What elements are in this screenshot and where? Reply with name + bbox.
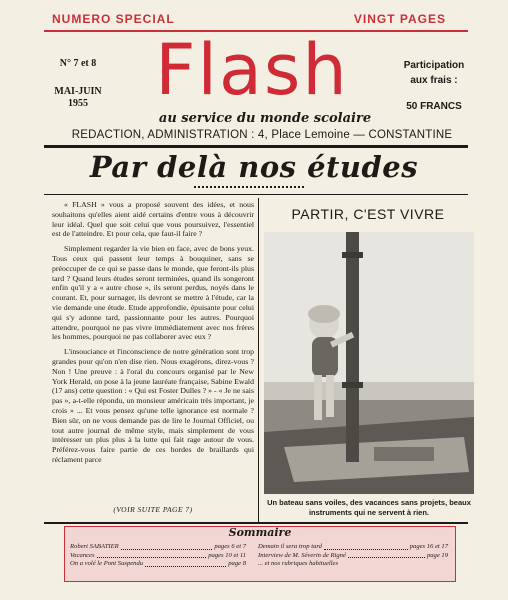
toc-column-right bbox=[258, 543, 448, 569]
column-divider bbox=[258, 198, 259, 522]
toc-leader bbox=[348, 552, 425, 559]
lead-article bbox=[52, 200, 254, 470]
feature-title: PARTIR, C'EST VIVRE bbox=[291, 206, 445, 222]
toc-leader bbox=[97, 552, 207, 559]
toc-entry-title: ... et nos rubriques habituelles bbox=[258, 560, 339, 568]
toc-entry-pages: pages 6 et 7 bbox=[214, 543, 246, 550]
toc-leader bbox=[145, 560, 226, 567]
headline-ornament bbox=[194, 186, 304, 188]
issue-number: N° 7 et 8 bbox=[59, 58, 97, 69]
toc-entry bbox=[258, 560, 448, 569]
bottom-rule bbox=[44, 522, 468, 524]
toc-entry-title: Robert SABATIER bbox=[70, 543, 119, 550]
article-paragraph: L'insouciance et l'inconscience de notre génération sont trop grandes pour qu'on n'en dise rien. Nous exagérons, direz-vous ? Non ! Une preuve : à l'oral du concours organisé par le New York Herald, on pose à la jeune lauréate française, Sabine Ewald (17 ans) cette question : « Qui est Foster Dulles ? » - « Je ne sais pas », a-t-elle répondu, un monsieur américain très important, je crois » ... Et vous pensez qu'une telle ignorance est normale ? Bien sûr, on ne vous demande pas de lire le Journal Officiel, ou tout autre journal de même style, mais simplement de vous intéresser un plus plus à la lutte qui fait rage autour de vous. Préférez-vous faire partie de ces hordes de braillards qui réclament parce bbox=[52, 347, 254, 464]
feature-photo bbox=[264, 232, 474, 494]
photo-caption: Un bateau sans voiles, des vacances sans projets, beaux instruments qui ne servent à rien. bbox=[267, 498, 471, 517]
price-value: 50 FRANCS bbox=[406, 101, 462, 112]
toc-entry-title: On a volé le Pont Suspendu bbox=[70, 560, 144, 568]
toc-entry-pages: page 8 bbox=[228, 560, 246, 568]
special-issue-label: NUMERO SPECIAL bbox=[52, 12, 175, 26]
toc-entry bbox=[258, 543, 448, 552]
toc-leader bbox=[324, 543, 408, 550]
toc-entry bbox=[70, 543, 246, 552]
page-count-label: VINGT PAGES bbox=[353, 12, 446, 26]
issue-info bbox=[48, 58, 108, 110]
toc-entry-pages: page 19 bbox=[426, 551, 448, 559]
child-on-boat-image bbox=[264, 232, 474, 494]
article-paragraph: Simplement regarder la vie bien en face, avec de bons yeux. Tous ceux qui passent leur temps à bouquiner, sans se préoccuper de ce qui se passe dans le monde, que feront-ils plus tard ? Quand leurs études seront terminées, quand ils songeront enfin qu'il y a « autre chose », ils seront perdus, noyés dans le courant. Et, pour surnager, ils devront se mettre à l'étude, car la vie demande une étude. Etude approfondie, épuisante pour celui qui s'y adonne tard, passionnante pour les autres. Pourquoi attendre, pourquoi ne pas vivre immédiatement avec nos frères les hommes, pourquoi ne pas collaborer avec eux ? bbox=[52, 244, 254, 342]
toc-entry-pages: pages 10 et 11 bbox=[208, 551, 246, 559]
table-of-contents-title: Sommaire bbox=[228, 526, 292, 539]
article-paragraph: « FLASH » vous a proposé souvent des idées, et nous souhaitons qu'elles aient aidé certains d'entre vous à découvrir leur idéal. Quel que soit celui que vous poursuivez, l'essentiel est de l'atteindre. Et pour cela, que faut-il faire ? bbox=[52, 200, 254, 239]
price-info bbox=[394, 58, 474, 114]
issue-year: 1955 bbox=[68, 98, 88, 109]
toc-entry bbox=[70, 560, 246, 569]
masthead-title: Flash bbox=[155, 29, 349, 111]
headline: Par delà nos études bbox=[89, 150, 419, 184]
toc-entry-pages: pages 16 et 17 bbox=[409, 543, 448, 550]
issue-date: MAI-JUIN bbox=[54, 86, 102, 97]
headline-rule bbox=[44, 194, 468, 195]
price-label-line2: aux frais : bbox=[410, 75, 458, 86]
toc-entry-title: Vacances bbox=[70, 551, 95, 559]
price-label-line1: Participation bbox=[403, 60, 465, 71]
masthead-address: REDACTION, ADMINISTRATION : 4, Place Lemoine — CONSTANTINE bbox=[71, 129, 453, 141]
toc-column-left bbox=[70, 543, 246, 569]
masthead-rule bbox=[44, 145, 468, 148]
toc-entry bbox=[70, 552, 246, 561]
toc-entry-title: Demain il sera trop tard bbox=[258, 543, 322, 550]
toc-entry bbox=[258, 552, 448, 561]
toc-leader bbox=[121, 543, 213, 550]
toc-entry-title: Interview de M. Séverin de Rigné bbox=[258, 551, 346, 559]
continued-note: (VOIR SUITE PAGE 7) bbox=[113, 505, 193, 514]
masthead-tagline: au service du monde scolaire bbox=[158, 111, 372, 126]
